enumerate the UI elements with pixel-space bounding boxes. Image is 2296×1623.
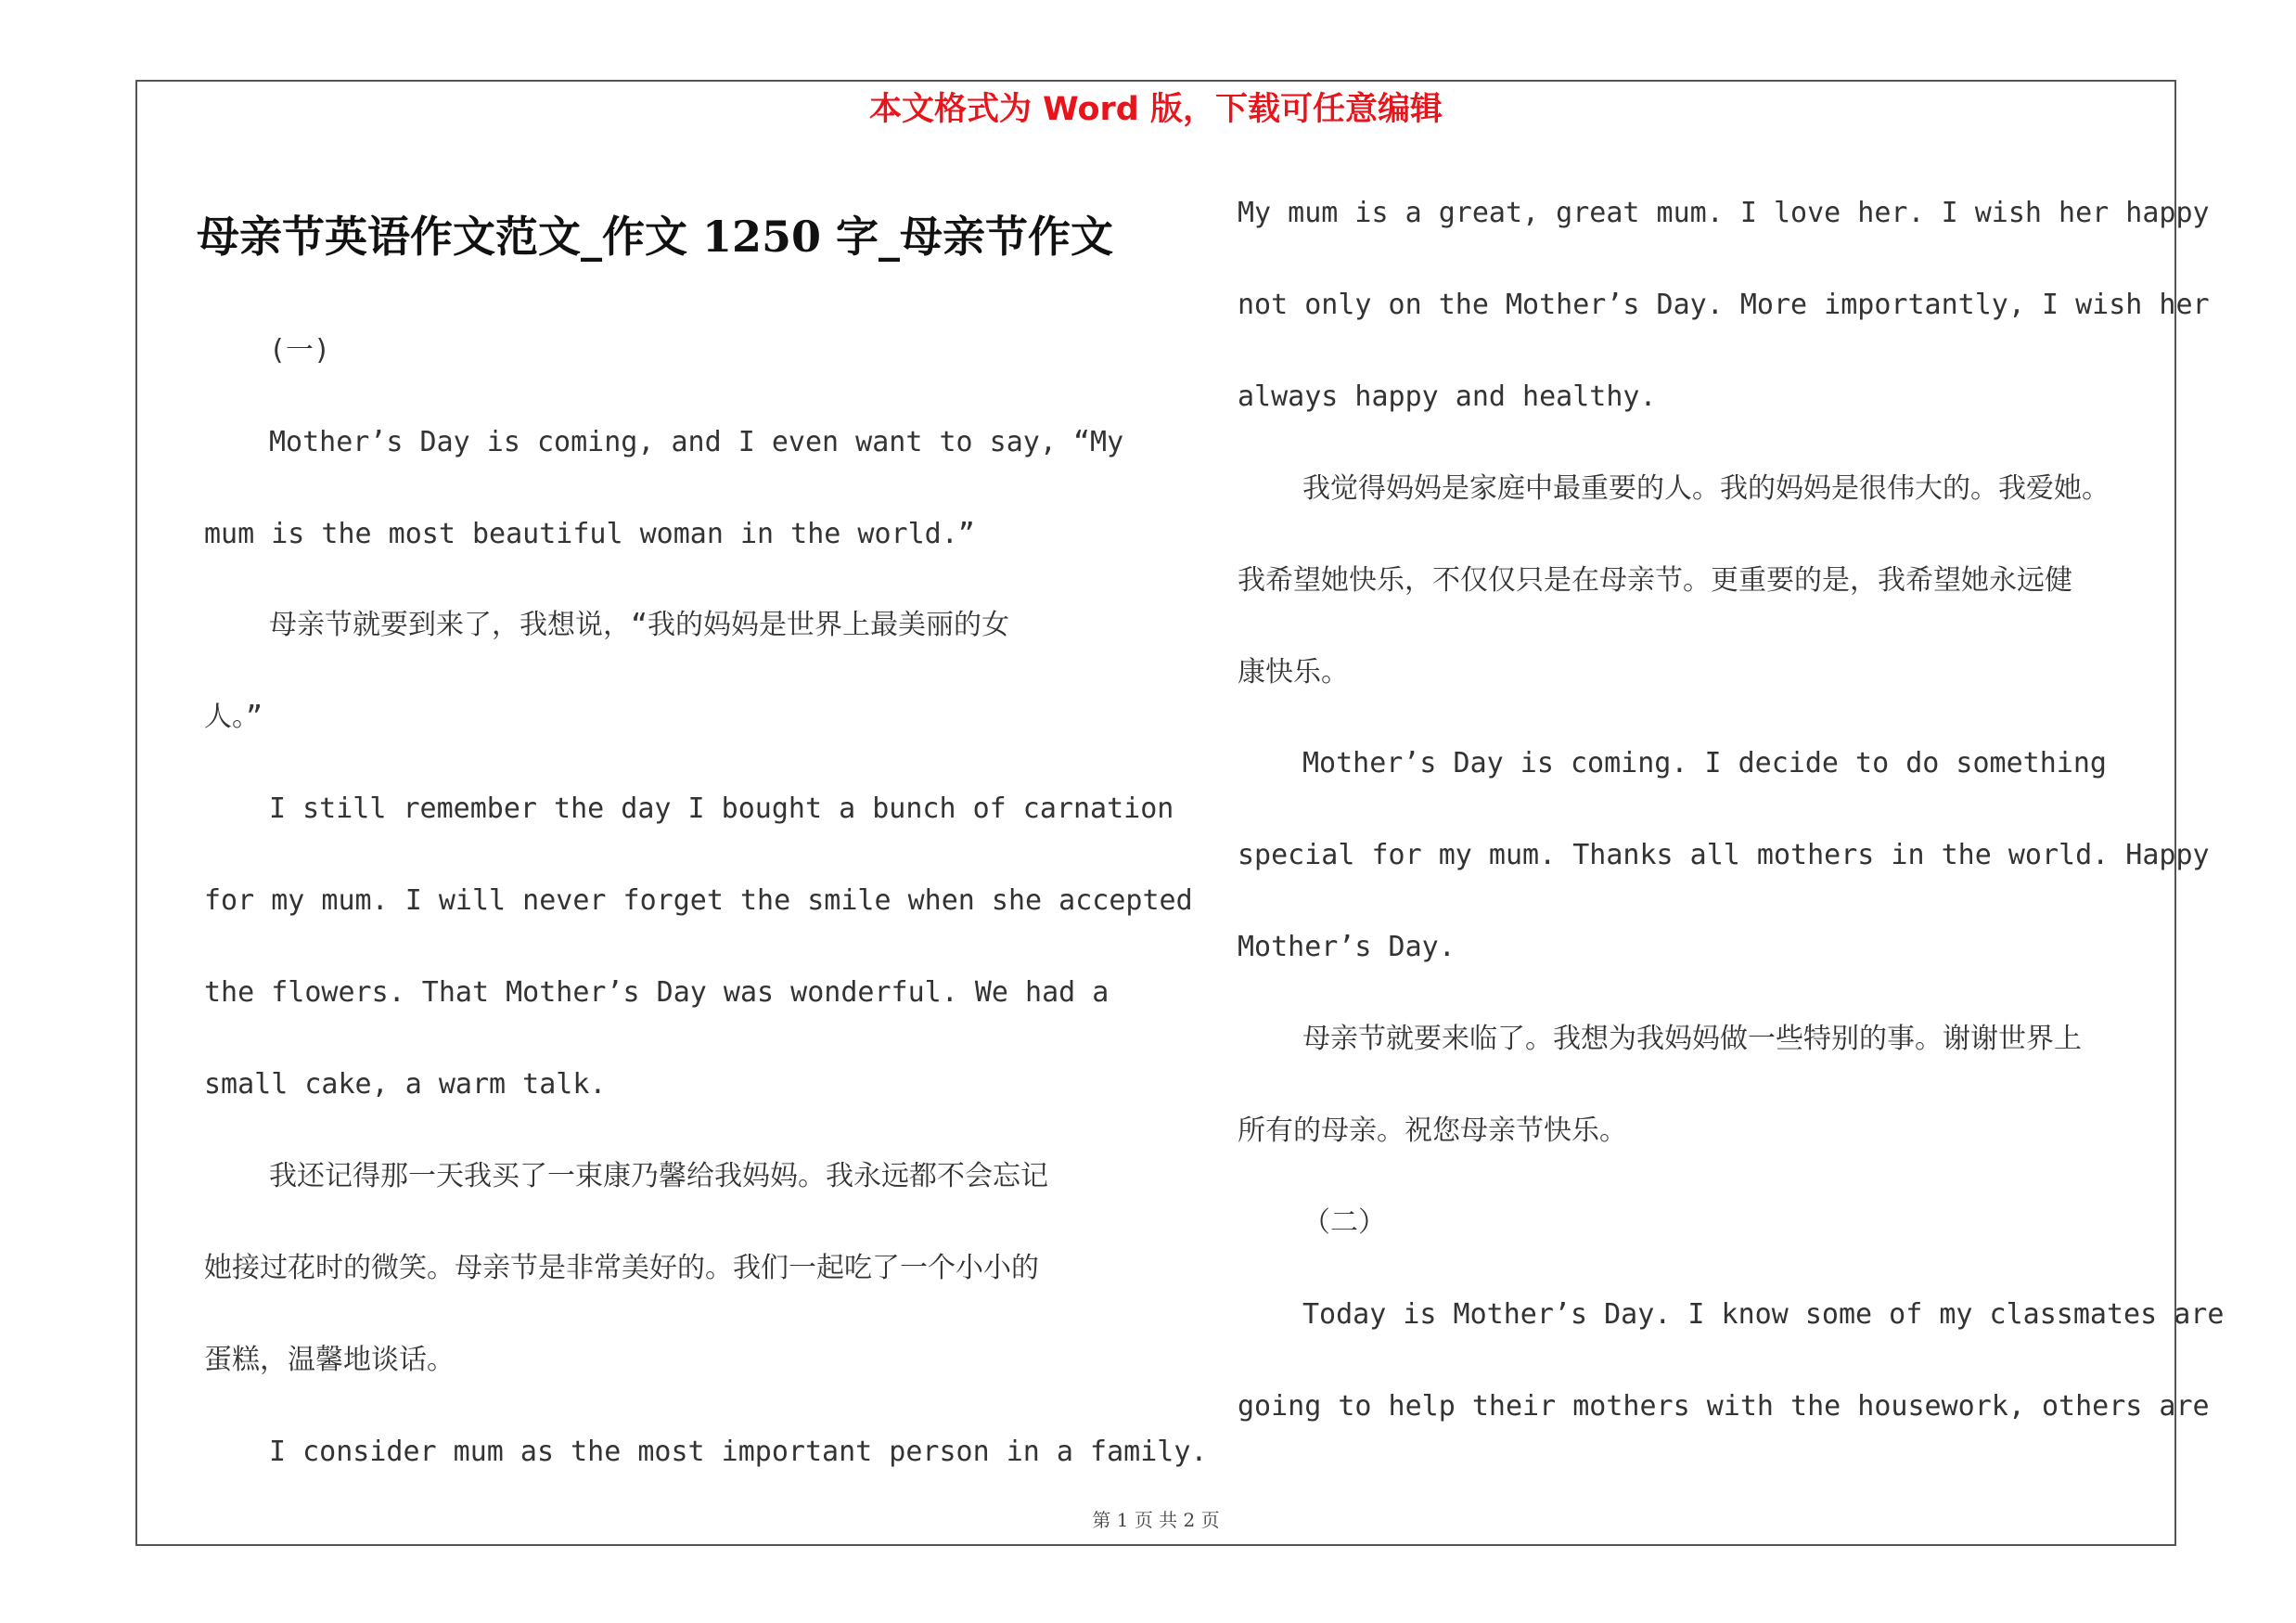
- paragraph-line: 人。”: [204, 701, 263, 733]
- paragraph-line: 所有的母亲。祝您母亲节快乐。: [1238, 1114, 1627, 1147]
- paragraph-line: 我希望她快乐，不仅仅只是在母亲节。更重要的是，我希望她永远健: [1238, 564, 2072, 597]
- editable-notice-banner: 本文格式为 Word 版，下载可任意编辑: [868, 91, 1443, 128]
- paragraph-line: Mother’s Day is coming. I decide to do something: [1302, 747, 2107, 779]
- paragraph-line: not only on the Mother’s Day. More importantly, I wish her: [1238, 289, 2210, 321]
- page-number-footer: 第 1 页 共 2 页: [1092, 1509, 1220, 1531]
- paragraph-line: 蛋糕，温馨地谈话。: [204, 1344, 455, 1376]
- paragraph-line: always happy and healthy.: [1238, 380, 1657, 413]
- paragraph-line: Today is Mother’s Day. I know some of my classmates are: [1302, 1298, 2225, 1331]
- paragraph-line: Mother’s Day.: [1238, 931, 1456, 963]
- paragraph-line: 我还记得那一天我买了一束康乃馨给我妈妈。我永远都不会忘记: [269, 1160, 1048, 1192]
- paragraph-line: small cake, a warm talk.: [204, 1068, 607, 1101]
- section-marker-two: （二）: [1302, 1206, 1386, 1239]
- paragraph-line: special for my mum. Thanks all mothers in the world. Happy: [1238, 839, 2210, 871]
- paragraph-line: for my mum. I will never forget the smile when she accepted: [204, 884, 1193, 917]
- paragraph-line: 母亲节就要来临了。我想为我妈妈做一些特别的事。谢谢世界上: [1302, 1023, 2082, 1055]
- paragraph-line: I still remember the day I bought a bunch of carnation: [269, 792, 1174, 825]
- paragraph-line: the flowers. That Mother’s Day was wonderful. We had a: [204, 976, 1110, 1009]
- paragraph-line: 母亲节就要到来了，我想说，“我的妈妈是世界上最美丽的女: [269, 609, 1010, 641]
- paragraph-line: 康快乐。: [1238, 656, 1349, 689]
- section-marker-one: (一): [269, 334, 331, 367]
- paragraph-line: Mother’s Day is coming, and I even want to say, “My: [269, 426, 1124, 458]
- paragraph-line: I consider mum as the most important person in a family.: [269, 1436, 1208, 1468]
- paragraph-line: My mum is a great, great mum. I love her. I wish her happy: [1238, 197, 2210, 229]
- paragraph-line: mum is the most beautiful woman in the world.”: [204, 518, 975, 550]
- paragraph-line: 我觉得妈妈是家庭中最重要的人。我的妈妈是很伟大的。我爱她。: [1302, 472, 2110, 505]
- paragraph-line: going to help their mothers with the housework, others are: [1238, 1390, 2210, 1423]
- paragraph-line: 她接过花时的微笑。母亲节是非常美好的。我们一起吃了一个小小的: [204, 1252, 1039, 1284]
- document-title: 母亲节英语作文范文_作文 1250 字_母亲节作文: [197, 212, 1114, 262]
